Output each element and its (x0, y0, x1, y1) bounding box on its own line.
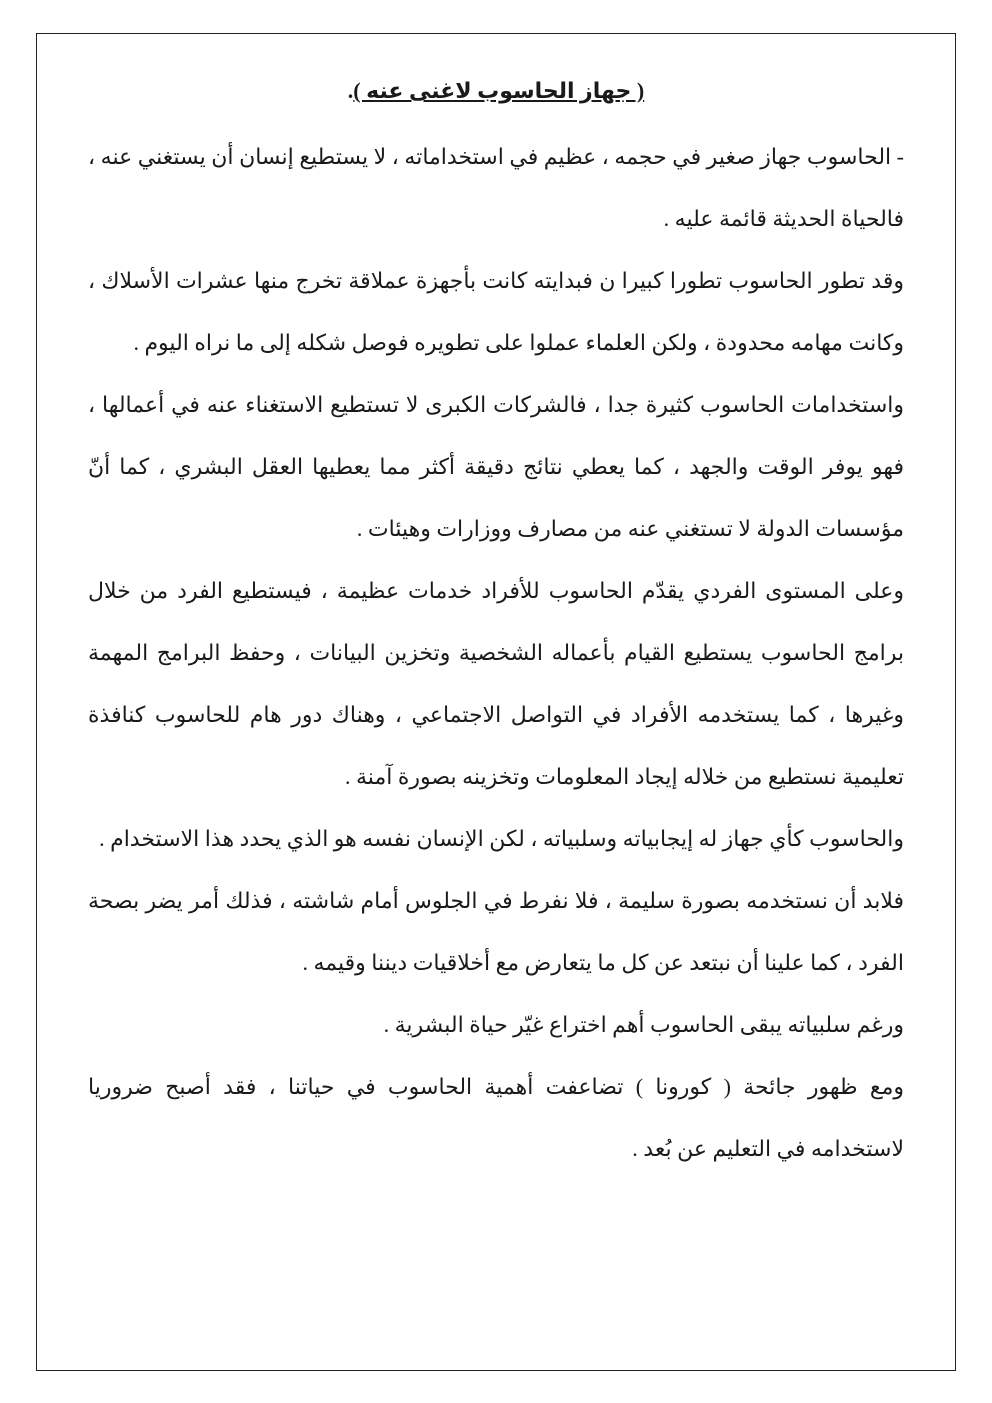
paragraph: وقد تطور الحاسوب تطورا كبيرا ن فبدايته كانت بأجهزة عملاقة تخرج منها عشرات الأسلاك ، وكانت مهامه محدودة ، ولكن العلماء عملوا على تطويره فوصل شكله إلى ما نراه اليوم . (88, 268, 904, 355)
paragraph: والحاسوب كأي جهاز له إيجابياته وسلبياته ، لكن الإنسان نفسه هو الذي يحدد هذا الاستخدام . (99, 826, 904, 851)
paragraph: ورغم سلبياته يبقى الحاسوب أهم اختراع غيّر حياة البشرية . (383, 1012, 904, 1037)
paragraph: - الحاسوب جهاز صغير في حجمه ، عظيم في استخداماته ، لا يستطيع إنسان أن يستغني عنه ، فالحياة الحديثة قائمة عليه . (88, 144, 904, 231)
document-title (88, 60, 904, 122)
paragraph: فلابد أن نستخدمه بصورة سليمة ، فلا نفرط في الجلوس أمام شاشته ، فذلك أمر يضر بصحة الفرد ، كما علينا أن نبتعد عن كل ما يتعارض مع أخلاقيات ديننا وقيمه . (88, 888, 904, 975)
paragraph: ومع ظهور جائحة ( كورونا ) تضاعفت أهمية الحاسوب في حياتنا ، فقد أصبح ضروريا لاستخدامه في التعليم عن بُعد . (88, 1074, 904, 1161)
document-title-text: ( جهاز الحاسوب لاغنى عنه ) (353, 78, 645, 103)
paragraph: وعلى المستوى الفردي يقدّم الحاسوب للأفراد خدمات عظيمة ، فيستطيع الفرد من خلال برامج الحاسوب يستطيع القيام بأعماله الشخصية وتخزين البيانات ، وحفظ البرامج المهمة وغيرها ، كما يستخدمه الأفراد في التواصل الاجتماعي ، وهناك دور هام للحاسوب كنافذة تعليمية نستطيع من خلاله إيجاد المعلومات وتخزينه بصورة آمنة . (88, 578, 904, 789)
paragraph: واستخدامات الحاسوب كثيرة جدا ، فالشركات الكبرى لا تستطيع الاستغناء عنه في أعمالها ، فهو يوفر الوقت والجهد ، كما يعطي نتائج دقيقة أكثر مما يعطيها العقل البشري ، كما أنّ مؤسسات الدولة لا تستغني عنه من مصارف ووزارات وهيئات . (88, 392, 904, 541)
document-title-period: . (347, 78, 354, 103)
document-content (88, 60, 904, 1180)
